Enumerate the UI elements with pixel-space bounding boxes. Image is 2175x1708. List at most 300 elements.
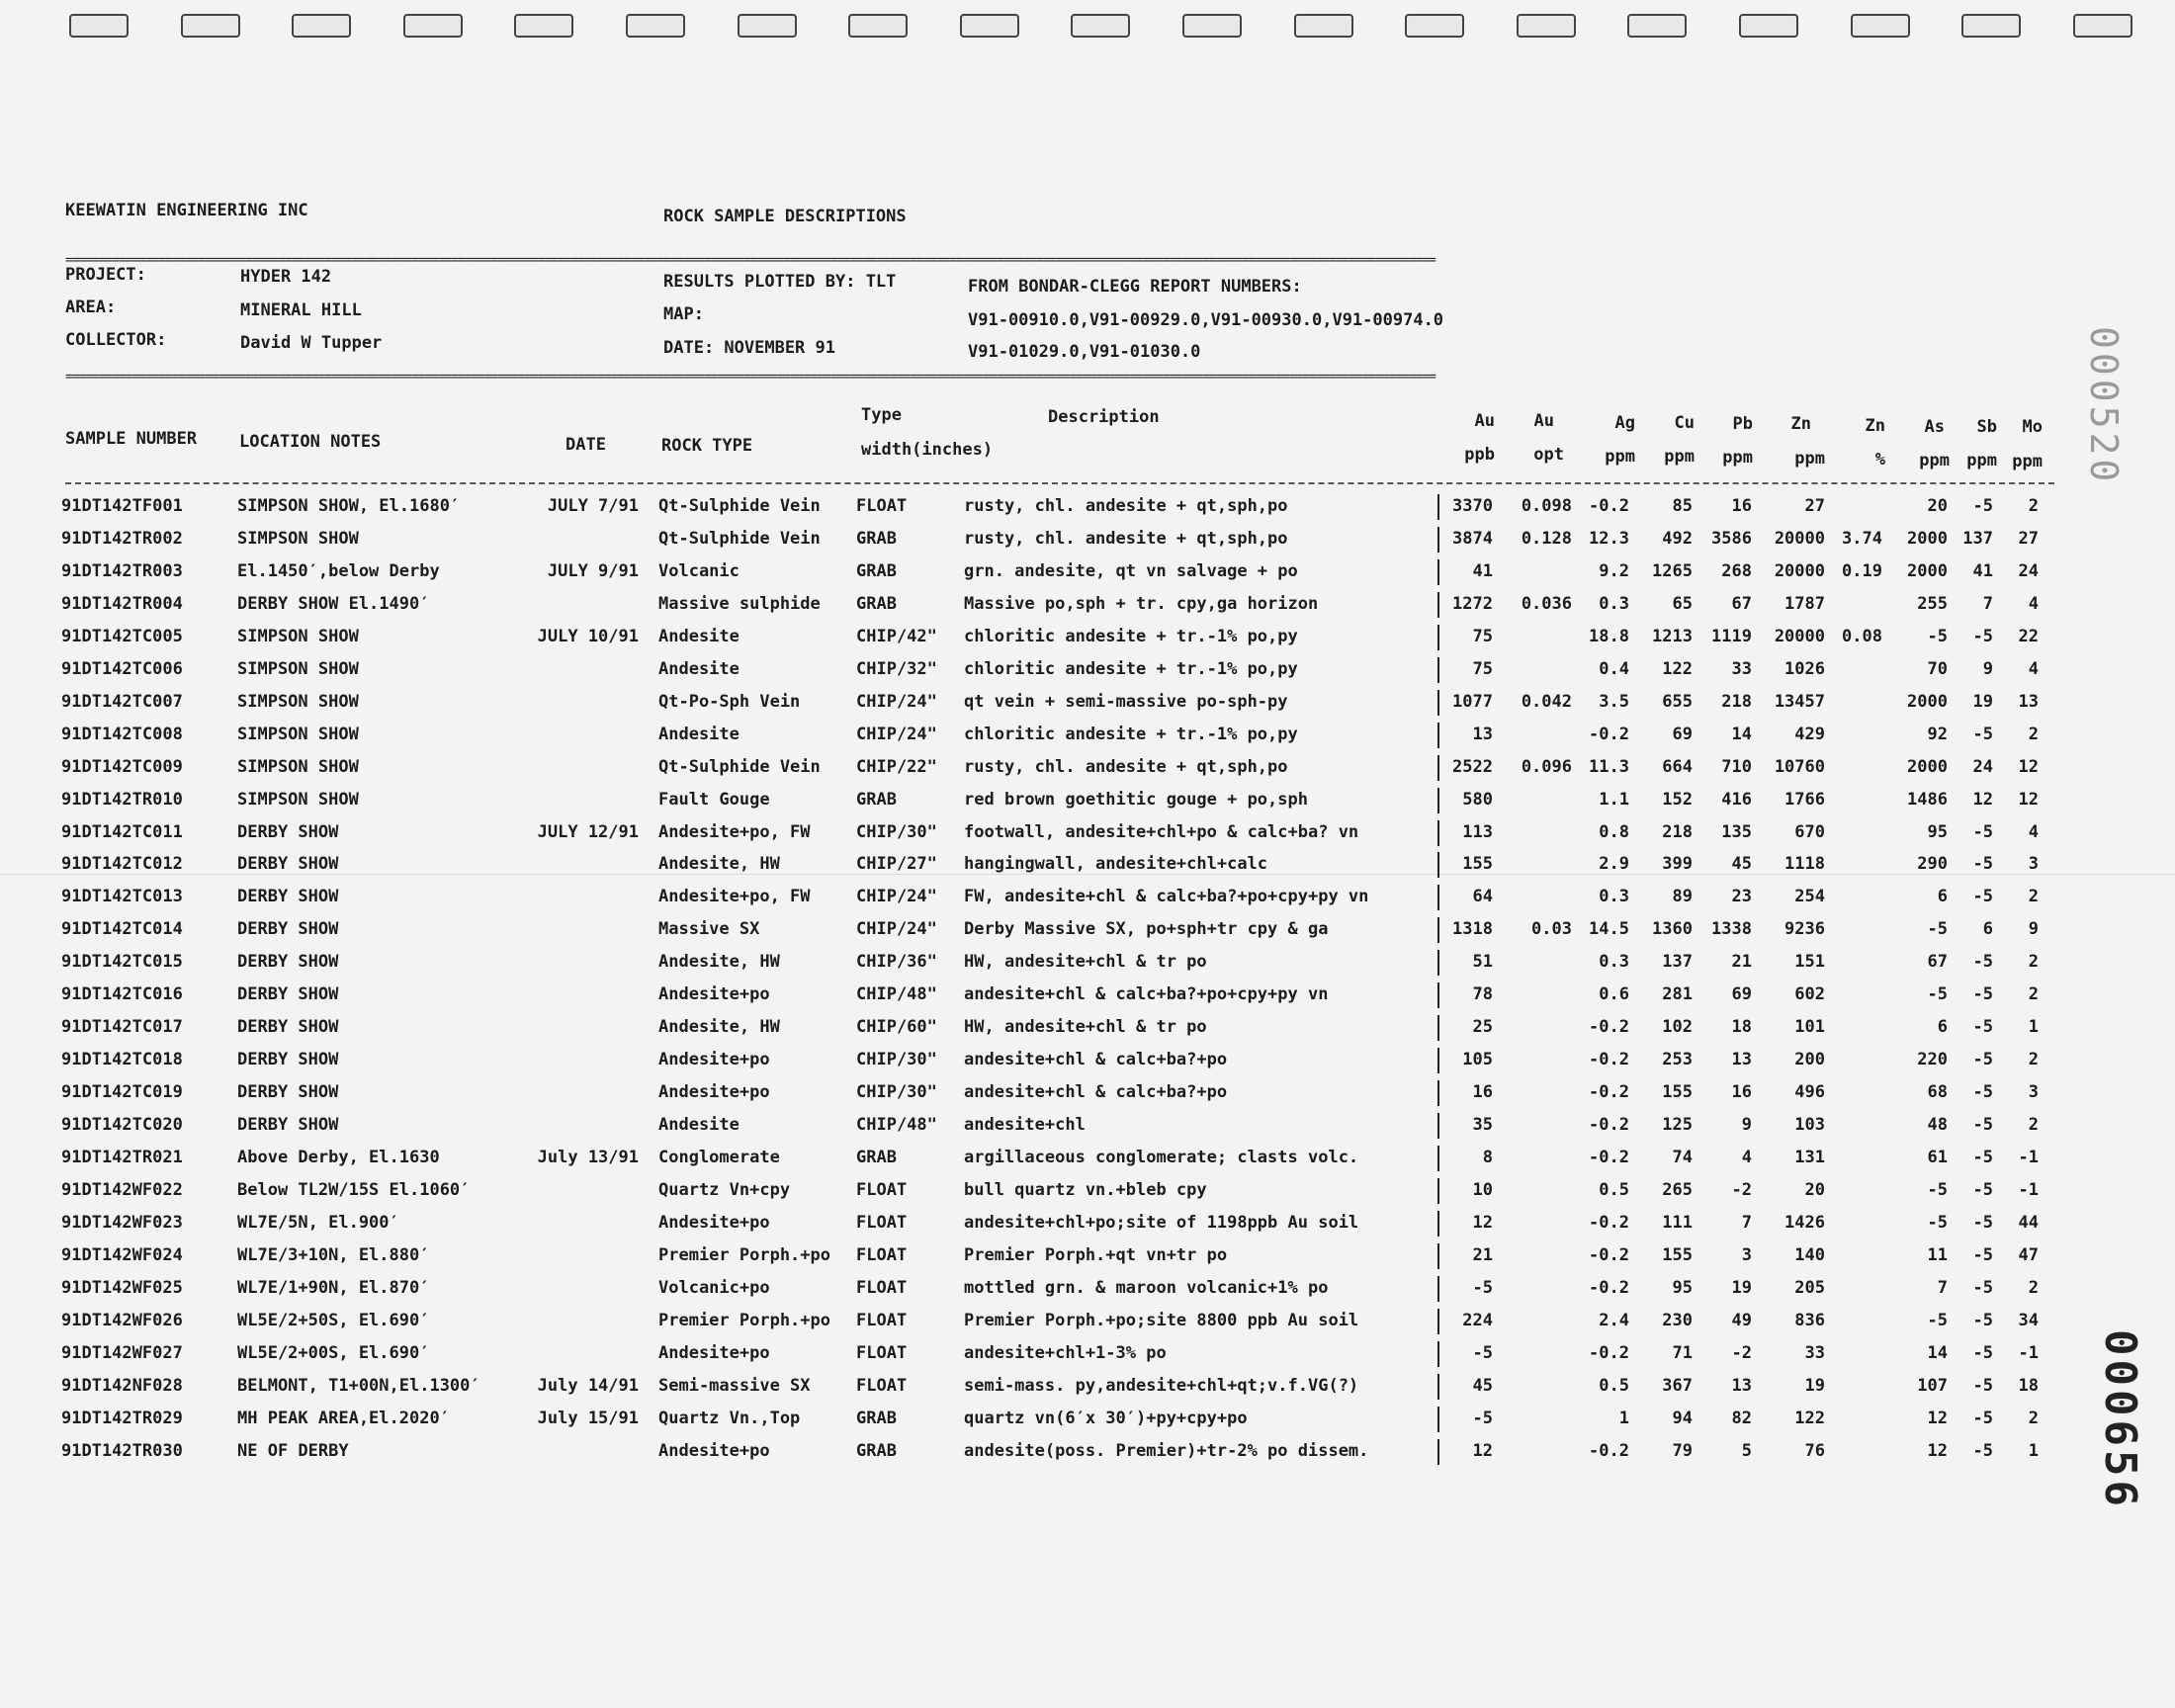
cell-description: andesite+chl & calc+ba?+po+cpy+py vn [964, 984, 1329, 1005]
cell-location-notes: Above Derby, El.1630 [237, 1148, 440, 1167]
cell-cu-ppm: 111 [1662, 1212, 1693, 1233]
project-value: HYDER 142 [240, 267, 332, 287]
cell-pb-ppm: 23 [1731, 887, 1752, 907]
table-row [0, 659, 2175, 689]
cell-sb-ppm: -5 [1972, 1017, 1993, 1038]
cell-au-opt: 0.128 [1521, 528, 1572, 549]
results-plotted: RESULTS PLOTTED BY: TLT [663, 272, 897, 292]
cell-ag-ppm: -0.2 [1589, 1212, 1629, 1233]
cell-au-opt: 0.036 [1521, 593, 1572, 614]
cell-rock-type: Andesite, HW [658, 1017, 780, 1038]
col-au-opt: Au [1533, 411, 1554, 431]
cell-ag-ppm: 0.6 [1599, 984, 1629, 1005]
cell-as-ppm: -5 [1927, 1310, 1948, 1330]
report-numbers-line2: V91-01029.0,V91-01030.0 [968, 342, 1201, 362]
cell-au-ppb: 25 [1472, 1017, 1493, 1038]
cell-pb-ppm: 268 [1721, 560, 1752, 581]
cell-as-ppm: 7 [1937, 1277, 1948, 1298]
cell-rock-type: Fault Gouge [658, 789, 770, 810]
cell-date: JULY 9/91 [547, 560, 639, 581]
cell-mo-ppm: 12 [2018, 756, 2039, 777]
cell-sb-ppm: 41 [1972, 560, 1993, 581]
cell-ag-ppm: 14.5 [1589, 919, 1629, 940]
cell-cu-ppm: 79 [1672, 1440, 1693, 1461]
cell-zn-ppm: 1026 [1784, 658, 1825, 679]
cell-ag-ppm: -0.2 [1589, 1082, 1629, 1103]
cell-location-notes: BELMONT, T1+00N,El.1300′ [237, 1375, 480, 1396]
cell-mo-ppm: 44 [2018, 1212, 2039, 1233]
cell-au-ppb: 75 [1472, 658, 1493, 679]
cell-type-width: FLOAT [856, 1277, 908, 1298]
cell-sb-ppm: -5 [1972, 952, 1993, 973]
cell-sample-number: 91DT142TC008 [61, 724, 183, 744]
table-row [0, 496, 2175, 526]
table-row [0, 854, 2175, 884]
cell-sample-number: 91DT142TC007 [61, 691, 183, 712]
cell-sample-number: 91DT142WF027 [61, 1342, 183, 1363]
cell-cu-ppm: 122 [1662, 658, 1693, 679]
cell-mo-ppm: 3 [2028, 1082, 2039, 1103]
cell-sample-number: 91DT142WF026 [61, 1310, 183, 1330]
col-rock-type: ROCK TYPE [661, 436, 753, 456]
cell-ag-ppm: 9.2 [1599, 560, 1629, 581]
cell-as-ppm: -5 [1927, 984, 1948, 1005]
cell-type-width: FLOAT [856, 1342, 908, 1363]
cell-rock-type: Andesite [658, 724, 740, 744]
cell-zn-ppm: 20000 [1774, 528, 1825, 549]
cell-mo-ppm: 22 [2018, 626, 2039, 646]
cell-date: JULY 12/91 [537, 821, 639, 842]
cell-rock-type: Semi-massive SX [658, 1375, 811, 1396]
table-row [0, 1180, 2175, 1210]
cell-as-ppm: 290 [1917, 854, 1948, 875]
cell-ag-ppm: 0.3 [1599, 952, 1629, 973]
cell-type-width: CHIP/30" [856, 1082, 937, 1103]
cell-ag-ppm: 2.4 [1599, 1310, 1629, 1330]
cell-au-ppb: 35 [1472, 1115, 1493, 1136]
cell-rock-type: Qt-Sulphide Vein [658, 528, 821, 549]
cell-sb-ppm: 19 [1972, 691, 1993, 712]
cell-rock-type: Quartz Vn.,Top [658, 1408, 801, 1428]
cell-description: quartz vn(6′x 30′)+py+cpy+po [964, 1408, 1248, 1428]
cell-sb-ppm: -5 [1972, 1244, 1993, 1265]
cell-mo-ppm: 2 [2028, 952, 2039, 973]
cell-au-ppb: 13 [1472, 724, 1493, 744]
col-pb-unit: ppm [1722, 448, 1753, 468]
cell-pb-ppm: 13 [1731, 1050, 1752, 1070]
cell-sb-ppm: -5 [1972, 1408, 1993, 1428]
cell-location-notes: SIMPSON SHOW, El.1680′ [237, 496, 461, 516]
cell-mo-ppm: 12 [2018, 789, 2039, 810]
cell-ag-ppm: 0.3 [1599, 593, 1629, 614]
cell-description: rusty, chl. andesite + qt,sph,po [964, 528, 1288, 549]
cell-pb-ppm: 45 [1731, 854, 1752, 875]
cell-type-width: FLOAT [856, 496, 908, 516]
table-row [0, 790, 2175, 819]
collector-label: COLLECTOR: [65, 330, 167, 350]
column-divider [1437, 1407, 1439, 1432]
cell-as-ppm: 1486 [1907, 789, 1948, 810]
column-divider [1437, 1276, 1439, 1302]
column-divider [1437, 950, 1439, 976]
cell-date: July 13/91 [537, 1148, 639, 1167]
cell-type-width: GRAB [856, 789, 897, 810]
cell-zn-ppm: 20000 [1774, 626, 1825, 646]
cell-zn-ppm: 20 [1804, 1179, 1825, 1200]
cell-rock-type: Qt-Sulphide Vein [658, 496, 821, 516]
cell-rock-type: Andesite [658, 658, 740, 679]
cell-description: grn. andesite, qt vn salvage + po [964, 560, 1298, 581]
cell-type-width: CHIP/24" [856, 691, 937, 712]
col-cu-unit: ppm [1664, 447, 1695, 467]
cell-au-ppb: 155 [1462, 854, 1493, 875]
collector-value: David W Tupper [240, 333, 383, 353]
cell-sample-number: 91DT142TC016 [61, 984, 183, 1005]
cell-pb-ppm: 69 [1731, 984, 1752, 1005]
cell-as-ppm: 2000 [1907, 691, 1948, 712]
cell-as-ppm: 107 [1917, 1375, 1948, 1396]
cell-as-ppm: 12 [1927, 1408, 1948, 1428]
table-row [0, 1082, 2175, 1112]
cell-ag-ppm: 12.3 [1589, 528, 1629, 549]
cell-zn-ppm: 200 [1794, 1050, 1825, 1070]
cell-description: andesite+chl+1-3% po [964, 1342, 1167, 1363]
cell-zn-ppm: 670 [1794, 821, 1825, 842]
table-row [0, 1115, 2175, 1145]
cell-as-ppm: -5 [1927, 1179, 1948, 1200]
cell-description: semi-mass. py,andesite+chl+qt;v.f.VG(?) [964, 1375, 1359, 1396]
cell-as-ppm: 6 [1937, 1017, 1948, 1038]
cell-mo-ppm: 2 [2028, 1115, 2039, 1136]
cell-ag-ppm: 1.1 [1599, 789, 1629, 810]
col-location-notes: LOCATION NOTES [239, 432, 382, 452]
cell-rock-type: Volcanic [658, 560, 740, 581]
cell-zn-ppm: 602 [1794, 984, 1825, 1005]
table-row [0, 757, 2175, 787]
cell-ag-ppm: 0.8 [1599, 821, 1629, 842]
cell-zn-ppm: 836 [1794, 1310, 1825, 1330]
cell-cu-ppm: 1360 [1652, 919, 1693, 940]
cell-cu-ppm: 253 [1662, 1050, 1693, 1070]
col-au-ppb: Au [1474, 411, 1495, 431]
cell-au-ppb: 64 [1472, 887, 1493, 907]
cell-sample-number: 91DT142TR003 [61, 560, 183, 581]
cell-pb-ppm: 16 [1731, 1082, 1752, 1103]
cell-as-ppm: 2000 [1907, 756, 1948, 777]
cell-location-notes: DERBY SHOW [237, 1050, 339, 1070]
cell-mo-ppm: 2 [2028, 496, 2039, 516]
cell-sb-ppm: -5 [1972, 854, 1993, 875]
col-au-ppb-unit: ppb [1464, 445, 1495, 465]
cell-type-width: CHIP/42" [856, 626, 937, 646]
cell-pb-ppm: 3586 [1711, 528, 1752, 549]
company-name: KEEWATIN ENGINEERING INC [65, 201, 308, 220]
cell-zn-pct: 3.74 [1842, 528, 1882, 549]
cell-location-notes: DERBY SHOW [237, 919, 339, 940]
cell-pb-ppm: 1338 [1711, 919, 1752, 940]
cell-zn-ppm: 131 [1794, 1148, 1825, 1167]
table-row [0, 919, 2175, 949]
table-row [0, 822, 2175, 852]
col-mo: Mo [2022, 417, 2043, 437]
cell-au-opt: 0.03 [1531, 919, 1572, 940]
cell-location-notes: WL5E/2+50S, El.690′ [237, 1310, 430, 1330]
cell-cu-ppm: 65 [1672, 593, 1693, 614]
cell-pb-ppm: 9 [1741, 1115, 1752, 1136]
table-row [0, 1017, 2175, 1047]
cell-location-notes: Below TL2W/15S El.1060′ [237, 1179, 471, 1200]
col-date: DATE [566, 435, 606, 455]
cell-pb-ppm: 7 [1741, 1212, 1752, 1233]
cell-as-ppm: -5 [1927, 919, 1948, 940]
cell-au-ppb: 113 [1462, 821, 1493, 842]
cell-location-notes: SIMPSON SHOW [237, 658, 359, 679]
cell-cu-ppm: 367 [1662, 1375, 1693, 1396]
cell-sample-number: 91DT142TC006 [61, 658, 183, 679]
cell-description: andesite+chl & calc+ba?+po [964, 1082, 1228, 1103]
cell-sample-number: 91DT142TR029 [61, 1408, 183, 1428]
cell-pb-ppm: 135 [1721, 821, 1752, 842]
column-divider [1437, 559, 1439, 585]
cell-pb-ppm: 19 [1731, 1277, 1752, 1298]
cell-location-notes: SIMPSON SHOW [237, 724, 359, 744]
column-divider [1437, 1439, 1439, 1465]
cell-mo-ppm: 1 [2028, 1440, 2039, 1461]
cell-sample-number: 91DT142WF022 [61, 1179, 183, 1200]
cell-mo-ppm: 27 [2018, 528, 2039, 549]
cell-location-notes: DERBY SHOW [237, 854, 339, 875]
cell-as-ppm: 11 [1927, 1244, 1948, 1265]
cell-as-ppm: 92 [1927, 724, 1948, 744]
column-divider [1437, 820, 1439, 846]
cell-cu-ppm: 230 [1662, 1310, 1693, 1330]
col-sb: Sb [1976, 417, 1997, 437]
separator-dashed [65, 482, 2054, 484]
cell-cu-ppm: 102 [1662, 1017, 1693, 1038]
cell-au-ppb: -5 [1472, 1408, 1493, 1428]
cell-type-width: GRAB [856, 1408, 897, 1428]
cell-as-ppm: -5 [1927, 626, 1948, 646]
cell-location-notes: DERBY SHOW [237, 887, 339, 907]
cell-as-ppm: 255 [1917, 593, 1948, 614]
cell-description: andesite+chl & calc+ba?+po [964, 1050, 1228, 1070]
cell-sample-number: 91DT142TR010 [61, 789, 183, 810]
cell-description: chloritic andesite + tr.-1% po,py [964, 626, 1298, 646]
cell-au-ppb: 580 [1462, 789, 1493, 810]
col-zn-unit: ppm [1794, 449, 1825, 469]
col-zn: Zn [1790, 414, 1811, 434]
cell-cu-ppm: 655 [1662, 691, 1693, 712]
table-row [0, 1343, 2175, 1373]
cell-pb-ppm: 82 [1731, 1408, 1752, 1428]
cell-type-width: GRAB [856, 1148, 897, 1167]
cell-au-ppb: 1077 [1452, 691, 1493, 712]
column-divider [1437, 527, 1439, 553]
cell-ag-ppm: -0.2 [1589, 724, 1629, 744]
col-type: Type [861, 405, 902, 425]
cell-sb-ppm: 6 [1982, 919, 1993, 940]
cell-description: andesite+chl [964, 1115, 1086, 1136]
cell-cu-ppm: 155 [1662, 1082, 1693, 1103]
cell-ag-ppm: -0.2 [1589, 1050, 1629, 1070]
cell-au-ppb: 51 [1472, 952, 1493, 973]
cell-rock-type: Andesite+po [658, 1082, 770, 1103]
cell-description: andesite+chl+po;site of 1198ppb Au soil [964, 1212, 1359, 1233]
cell-type-width: CHIP/27" [856, 854, 937, 875]
cell-pb-ppm: 4 [1741, 1148, 1752, 1167]
table-row [0, 984, 2175, 1014]
table-row [0, 529, 2175, 558]
table-row [0, 1050, 2175, 1079]
cell-cu-ppm: 137 [1662, 952, 1693, 973]
cell-zn-ppm: 76 [1804, 1440, 1825, 1461]
cell-zn-ppm: 254 [1794, 887, 1825, 907]
cell-sample-number: 91DT142TC015 [61, 952, 183, 973]
cell-sample-number: 91DT142TC018 [61, 1050, 183, 1070]
cell-as-ppm: 2000 [1907, 560, 1948, 581]
cell-type-width: FLOAT [856, 1244, 908, 1265]
col-as-unit: ppm [1919, 451, 1950, 470]
cell-type-width: GRAB [856, 593, 897, 614]
table-row [0, 1311, 2175, 1340]
col-zn-pct: Zn [1865, 416, 1885, 436]
table-row [0, 627, 2175, 656]
cell-pb-ppm: -2 [1731, 1342, 1752, 1363]
cell-as-ppm: 12 [1927, 1440, 1948, 1461]
cell-au-ppb: 3370 [1452, 496, 1493, 516]
cell-description: hangingwall, andesite+chl+calc [964, 854, 1268, 875]
cell-zn-ppm: 1426 [1784, 1212, 1825, 1233]
cell-pb-ppm: 13 [1731, 1375, 1752, 1396]
cell-type-width: CHIP/48" [856, 984, 937, 1005]
cell-cu-ppm: 399 [1662, 854, 1693, 875]
cell-rock-type: Massive SX [658, 919, 760, 940]
cell-type-width: CHIP/60" [856, 1017, 937, 1038]
table-row [0, 1278, 2175, 1308]
column-divider [1437, 1374, 1439, 1400]
cell-sb-ppm: 12 [1972, 789, 1993, 810]
cell-mo-ppm: 18 [2018, 1375, 2039, 1396]
cell-pb-ppm: 21 [1731, 952, 1752, 973]
cell-type-width: FLOAT [856, 1375, 908, 1396]
cell-sb-ppm: -5 [1972, 887, 1993, 907]
cell-sb-ppm: 24 [1972, 756, 1993, 777]
cell-au-opt: 0.098 [1521, 496, 1572, 516]
cell-location-notes: WL7E/5N, El.900′ [237, 1212, 399, 1233]
report-date: DATE: NOVEMBER 91 [663, 338, 835, 358]
cell-cu-ppm: 281 [1662, 984, 1693, 1005]
cell-description: Premier Porph.+qt vn+tr po [964, 1244, 1228, 1265]
cell-type-width: CHIP/30" [856, 1050, 937, 1070]
column-divider [1437, 657, 1439, 683]
cell-location-notes: SIMPSON SHOW [237, 691, 359, 712]
project-label: PROJECT: [65, 265, 146, 285]
cell-description: bull quartz vn.+bleb cpy [964, 1179, 1207, 1200]
cell-rock-type: Andesite+po, FW [658, 887, 811, 907]
cell-sample-number: 91DT142TC013 [61, 887, 183, 907]
cell-au-ppb: 41 [1472, 560, 1493, 581]
table-row [0, 594, 2175, 624]
column-divider [1437, 494, 1439, 520]
cell-ag-ppm: 0.5 [1599, 1179, 1629, 1200]
cell-zn-ppm: 33 [1804, 1342, 1825, 1363]
cell-mo-ppm: 1 [2028, 1017, 2039, 1038]
cell-ag-ppm: -0.2 [1589, 496, 1629, 516]
cell-mo-ppm: 2 [2028, 887, 2039, 907]
cell-mo-ppm: 2 [2028, 984, 2039, 1005]
cell-au-ppb: 224 [1462, 1310, 1493, 1330]
cell-rock-type: Andesite, HW [658, 952, 780, 973]
cell-location-notes: SIMPSON SHOW [237, 626, 359, 646]
cell-description: Massive po,sph + tr. cpy,ga horizon [964, 593, 1319, 614]
cell-cu-ppm: 125 [1662, 1115, 1693, 1136]
table-row [0, 1148, 2175, 1177]
col-sb-unit: ppm [1966, 451, 1997, 470]
cell-sb-ppm: -5 [1972, 821, 1993, 842]
cell-sample-number: 91DT142WF023 [61, 1212, 183, 1233]
column-divider [1437, 852, 1439, 878]
col-description: Description [1048, 407, 1160, 427]
column-divider [1437, 1048, 1439, 1073]
table-row [0, 561, 2175, 591]
col-sample-number: SAMPLE NUMBER [65, 429, 198, 449]
col-zn-pct-unit: % [1874, 450, 1885, 470]
table-row [0, 1213, 2175, 1242]
column-divider [1437, 1146, 1439, 1171]
cell-zn-ppm: 1787 [1784, 593, 1825, 614]
cell-au-ppb: 75 [1472, 626, 1493, 646]
cell-sb-ppm: -5 [1972, 1342, 1993, 1363]
cell-ag-ppm: -0.2 [1589, 1277, 1629, 1298]
cell-type-width: CHIP/48" [856, 1115, 937, 1136]
cell-type-width: CHIP/24" [856, 887, 937, 907]
cell-type-width: CHIP/32" [856, 658, 937, 679]
cell-au-ppb: 45 [1472, 1375, 1493, 1396]
cell-description: chloritic andesite + tr.-1% po,py [964, 658, 1298, 679]
report-numbers-line1: V91-00910.0,V91-00929.0,V91-00930.0,V91-00974.0 [968, 310, 1444, 330]
cell-au-ppb: 12 [1472, 1440, 1493, 1461]
column-divider [1437, 982, 1439, 1008]
cell-type-width: GRAB [856, 560, 897, 581]
cell-pb-ppm: 3 [1741, 1244, 1752, 1265]
column-divider [1437, 788, 1439, 813]
cell-pb-ppm: 5 [1741, 1440, 1752, 1461]
table-row [0, 1409, 2175, 1438]
cell-zn-ppm: 19 [1804, 1375, 1825, 1396]
column-divider [1437, 1341, 1439, 1367]
cell-mo-ppm: 13 [2018, 691, 2039, 712]
cell-as-ppm: -5 [1927, 1212, 1948, 1233]
column-divider [1437, 1178, 1439, 1204]
cell-rock-type: Conglomerate [658, 1148, 780, 1167]
cell-sample-number: 91DT142TC017 [61, 1017, 183, 1038]
cell-sb-ppm: 9 [1982, 658, 1993, 679]
cell-sample-number: 91DT142TC012 [61, 854, 183, 875]
cell-location-notes: WL5E/2+00S, El.690′ [237, 1342, 430, 1363]
table-row [0, 1245, 2175, 1275]
cell-mo-ppm: 2 [2028, 724, 2039, 744]
cell-type-width: GRAB [856, 1440, 897, 1461]
cell-type-width: FLOAT [856, 1179, 908, 1200]
cell-sb-ppm: -5 [1972, 1148, 1993, 1167]
cell-sample-number: 91DT142TC019 [61, 1082, 183, 1103]
cell-sb-ppm: -5 [1972, 496, 1993, 516]
table-row [0, 692, 2175, 722]
cell-zn-pct: 0.08 [1842, 626, 1882, 646]
cell-au-ppb: 2522 [1452, 756, 1493, 777]
cell-au-ppb: 8 [1482, 1148, 1493, 1167]
cell-cu-ppm: 89 [1672, 887, 1693, 907]
